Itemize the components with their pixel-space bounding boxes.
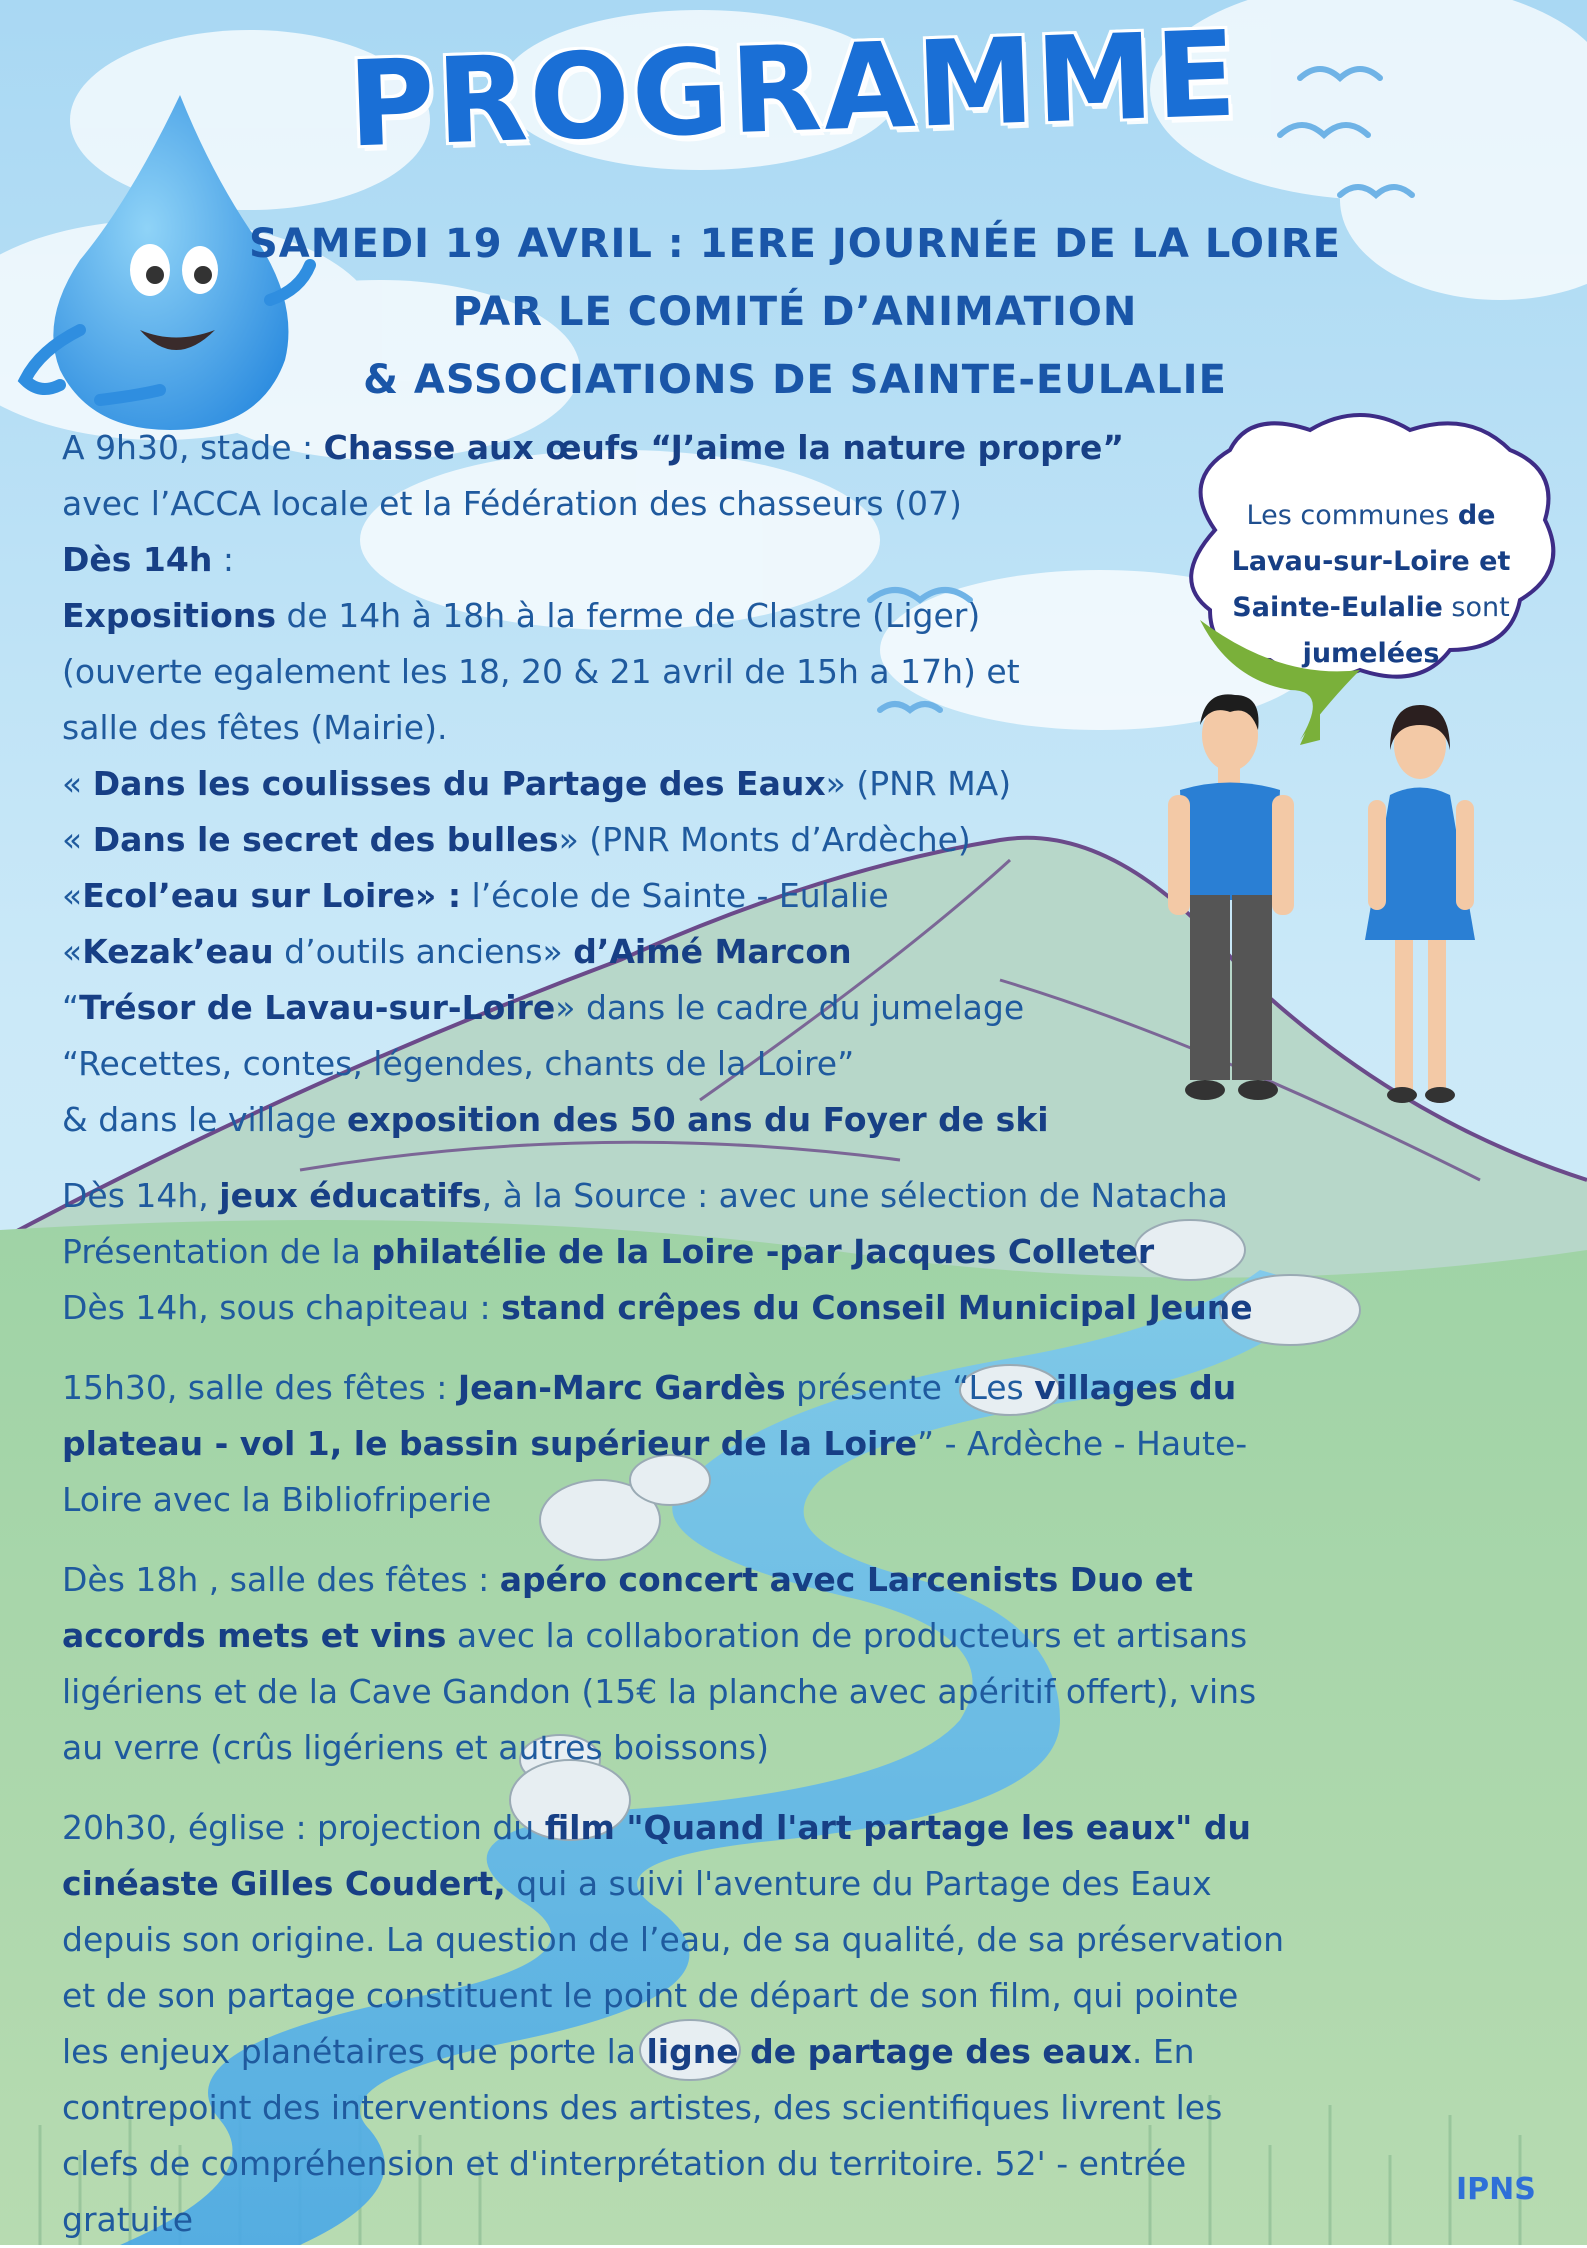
program-line: (ouverte egalement les 18, 20 & 21 avril de 15h a 17h) et bbox=[62, 652, 1020, 691]
program-line: les enjeux planétaires que porte la ligne de partage des eaux. En bbox=[62, 2032, 1195, 2071]
program-line: Dès 14h, sous chapiteau : stand crêpes du Conseil Municipal Jeune bbox=[62, 1288, 1253, 1327]
program-line: au verre (crûs ligériens et autres boissons) bbox=[62, 1728, 769, 1767]
program-line: accords mets et vins avec la collaboration de producteurs et artisans bbox=[62, 1616, 1248, 1655]
program-line: avec l’ACCA locale et la Fédération des chasseurs (07) bbox=[62, 484, 962, 523]
title-container bbox=[0, 4, 1587, 174]
subtitle-line-3: & ASSOCIATIONS DE SAINTE-EULALIE bbox=[363, 357, 1227, 403]
program-line: Dès 14h : bbox=[62, 540, 234, 579]
program-line: salle des fêtes (Mairie). bbox=[62, 708, 448, 747]
program-line: Loire avec la Bibliofriperie bbox=[62, 1480, 492, 1519]
program-line: A 9h30, stade : Chasse aux œufs “J’aime la nature propre” bbox=[62, 428, 1125, 467]
program-line: « Dans le secret des bulles» (PNR Monts d’Ardèche) bbox=[62, 820, 971, 859]
program-line: Dès 18h , salle des fêtes : apéro concert avec Larcenists Duo et bbox=[62, 1560, 1193, 1599]
subtitle-line-2: PAR LE COMITÉ D’ANIMATION bbox=[452, 289, 1138, 335]
program-line: clefs de compréhension et d'interprétation du territoire. 52' - entrée bbox=[62, 2144, 1187, 2183]
program-line: ligériens et de la Cave Gandon (15€ la planche avec apéritif offert), vins bbox=[62, 1672, 1257, 1711]
program-line: « Dans les coulisses du Partage des Eaux» (PNR MA) bbox=[62, 764, 1012, 803]
program-line: “Recettes, contes, légendes, chants de la Loire” bbox=[62, 1044, 855, 1083]
program-line: gratuite bbox=[62, 2200, 194, 2239]
program-line: Expositions de 14h à 18h à la ferme de Clastre (Liger) bbox=[62, 596, 981, 635]
program-content bbox=[62, 420, 1542, 2248]
ipns-label: IPNS bbox=[1456, 2172, 1536, 2207]
program-line: 20h30, église : projection du film "Quand l'art partage les eaux" du bbox=[62, 1808, 1251, 1847]
program-line: «Ecol’eau sur Loire» : l’école de Sainte - Eulalie bbox=[62, 876, 889, 915]
program-line: 15h30, salle des fêtes : Jean-Marc Gardès présente “Les villages du bbox=[62, 1368, 1237, 1407]
program-line: plateau - vol 1, le bassin supérieur de la Loire” - Ardèche - Haute- bbox=[62, 1424, 1248, 1463]
program-line: «Kezak’eau d’outils anciens» d’Aimé Marcon bbox=[62, 932, 852, 971]
program-line: & dans le village exposition des 50 ans du Foyer de ski bbox=[62, 1100, 1049, 1139]
program-line: contrepoint des interventions des artistes, des scientifiques livrent les bbox=[62, 2088, 1223, 2127]
program-line: “Trésor de Lavau-sur-Loire» dans le cadre du jumelage bbox=[62, 988, 1025, 1027]
program-line: depuis son origine. La question de l’eau, de sa qualité, de sa préservation bbox=[62, 1920, 1285, 1959]
program-line: Présentation de la philatélie de la Loire -par Jacques Colleter bbox=[62, 1232, 1155, 1271]
event-subtitle bbox=[180, 210, 1410, 414]
page-title: PROGRAMME bbox=[346, 4, 1241, 174]
subtitle-line-1: SAMEDI 19 AVRIL : 1ERE JOURNÉE DE LA LOIRE bbox=[248, 221, 1342, 267]
program-line: Dès 14h, jeux éducatifs, à la Source : avec une sélection de Natacha bbox=[62, 1176, 1228, 1215]
program-line: et de son partage constituent le point de départ de son film, qui pointe bbox=[62, 1976, 1239, 2015]
program-line: cinéaste Gilles Coudert, qui a suivi l'aventure du Partage des Eaux bbox=[62, 1864, 1212, 1903]
twinning-bubble-text: Les communes de Lavau-sur-Loire et Sainte-Eulalie sont jumelées bbox=[1231, 500, 1511, 669]
